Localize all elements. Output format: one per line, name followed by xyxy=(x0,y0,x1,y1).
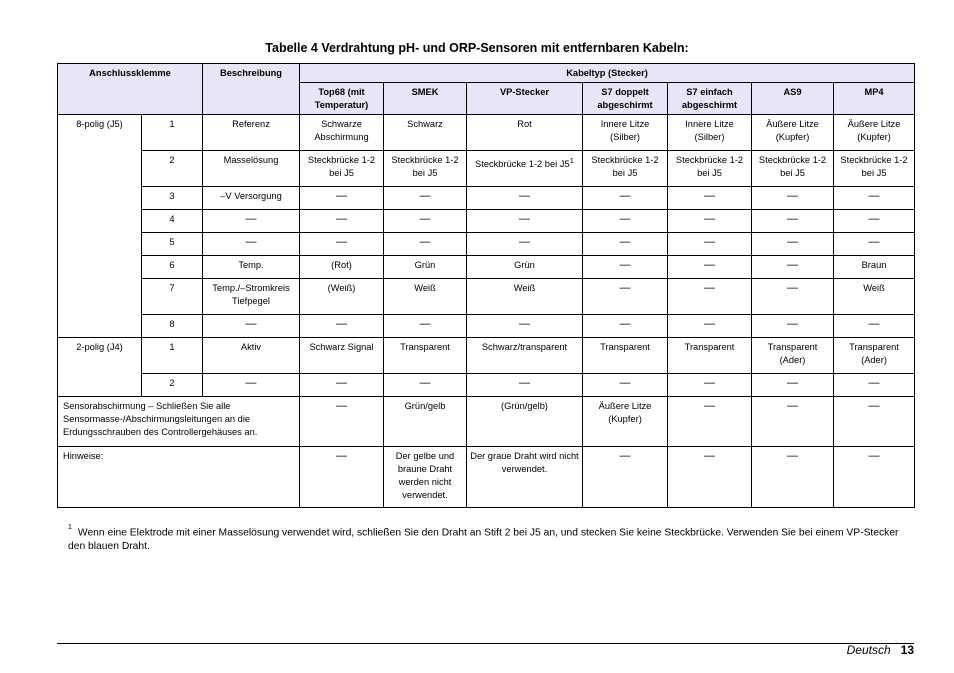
header-cable-smek: SMEK xyxy=(384,83,467,115)
table-cell: — xyxy=(668,187,752,210)
table-cell: Grün/gelb xyxy=(384,397,467,447)
table-cell: — xyxy=(467,187,583,210)
table-cell: Transparent (Ader) xyxy=(834,338,915,374)
desc-cell: Masselösung xyxy=(203,151,300,187)
table-cell: — xyxy=(668,210,752,233)
table-cell: — xyxy=(300,187,384,210)
table-row xyxy=(58,374,915,397)
table-cell: Steckbrücke 1-2 bei J5 xyxy=(384,151,467,187)
table-cell: Grün xyxy=(384,256,467,279)
table-cell: — xyxy=(467,210,583,233)
group-j5: 8-polig (J5) xyxy=(58,115,142,338)
table-cell: Steckbrücke 1-2 bei J5 xyxy=(300,151,384,187)
table-cell: — xyxy=(583,256,668,279)
pin-cell: 2 xyxy=(142,151,203,187)
table-cell: — xyxy=(583,210,668,233)
table-row xyxy=(58,210,915,233)
table-cell: — xyxy=(583,187,668,210)
table-cell: — xyxy=(467,315,583,338)
table-row xyxy=(58,151,915,187)
table-cell: — xyxy=(668,315,752,338)
table-cell: — xyxy=(668,447,752,508)
table-cell: — xyxy=(300,315,384,338)
header-cable-top68: Top68 (mit Temperatur) xyxy=(300,83,384,115)
table-row xyxy=(58,187,915,210)
shield-label: Sensorabschirmung – Schließen Sie alle Sensormasse-/Abschirmungsleitungen an die Erdungsschrauben des Controllergehäuses an. xyxy=(58,397,300,447)
table-cell: Äußere Litze (Kupfer) xyxy=(583,397,668,447)
table-cell: Äußere Litze (Kupfer) xyxy=(834,115,915,151)
desc-cell: — xyxy=(203,374,300,397)
table-row xyxy=(58,115,915,151)
footer-rule xyxy=(57,643,914,644)
desc-cell: — xyxy=(203,210,300,233)
table-cell: — xyxy=(300,447,384,508)
table-cell: — xyxy=(384,210,467,233)
table-title: Tabelle 4 Verdrahtung pH- und ORP-Sensoren mit entfernbaren Kabeln: xyxy=(265,41,689,55)
desc-cell: Temp. xyxy=(203,256,300,279)
pin-cell: 2 xyxy=(142,374,203,397)
table-cell: — xyxy=(583,374,668,397)
table-cell: Innere Litze (Silber) xyxy=(583,115,668,151)
table-cell: — xyxy=(752,210,834,233)
table-row xyxy=(58,233,915,256)
table-cell: — xyxy=(384,187,467,210)
footnote xyxy=(68,523,918,554)
table-cell: — xyxy=(300,233,384,256)
table-cell: Grün xyxy=(467,256,583,279)
footnote-number: 1 xyxy=(68,524,72,531)
table-cell: — xyxy=(752,279,834,315)
table-cell: Transparent xyxy=(668,338,752,374)
table-cell: Schwarze Abschirmung xyxy=(300,115,384,151)
table-cell: — xyxy=(384,233,467,256)
table-cell: Der gelbe und braune Draht werden nicht verwendet. xyxy=(384,447,467,508)
table-cell: Rot xyxy=(467,115,583,151)
table-cell xyxy=(467,151,583,187)
header-cable-s7-single: S7 einfach abgeschirmt xyxy=(668,83,752,115)
header-cable-vp: VP-Stecker xyxy=(467,83,583,115)
notes-label: Hinweise: xyxy=(58,447,300,508)
table-row xyxy=(58,279,915,315)
header-description: Beschreibung xyxy=(203,64,300,115)
desc-cell: Temp./–Stromkreis Tiefpegel xyxy=(203,279,300,315)
table-cell: — xyxy=(752,315,834,338)
table-cell: — xyxy=(834,447,915,508)
pin-cell: 6 xyxy=(142,256,203,279)
table-cell: Steckbrücke 1-2 bei J5 xyxy=(752,151,834,187)
table-cell: — xyxy=(668,279,752,315)
table-row-shield xyxy=(58,397,915,447)
table-cell: (Weiß) xyxy=(300,279,384,315)
footnote-text: Wenn eine Elektrode mit einer Masselösung verwendet wird, schließen Sie den Draht an Stift 2 bei J5 an, und stecken Sie keine Steckbrücke. Verwenden Sie bei einem VP-Stecker den blauen Draht. xyxy=(68,527,899,553)
table-cell: Schwarz/transparent xyxy=(467,338,583,374)
desc-cell: Referenz xyxy=(203,115,300,151)
page-footer xyxy=(847,643,914,657)
desc-cell: –V Versorgung xyxy=(203,187,300,210)
table-cell: — xyxy=(467,233,583,256)
table-cell: Braun xyxy=(834,256,915,279)
table-cell: — xyxy=(834,397,915,447)
table-cell: — xyxy=(752,374,834,397)
pin-cell: 3 xyxy=(142,187,203,210)
pin-cell: 1 xyxy=(142,338,203,374)
table-cell: — xyxy=(668,374,752,397)
header-cable-mp4: MP4 xyxy=(834,83,915,115)
table-cell: — xyxy=(834,374,915,397)
table-cell: — xyxy=(583,279,668,315)
pin-cell: 7 xyxy=(142,279,203,315)
table-cell: Steckbrücke 1-2 bei J5 xyxy=(834,151,915,187)
table-cell: Weiß xyxy=(834,279,915,315)
table-cell: Weiß xyxy=(384,279,467,315)
desc-cell: — xyxy=(203,315,300,338)
table-cell: (Grün/gelb) xyxy=(467,397,583,447)
desc-cell: Aktiv xyxy=(203,338,300,374)
table-cell: (Rot) xyxy=(300,256,384,279)
table-cell: — xyxy=(384,374,467,397)
table-cell: — xyxy=(834,233,915,256)
pin-cell: 4 xyxy=(142,210,203,233)
table-cell: — xyxy=(752,233,834,256)
table-cell: — xyxy=(668,256,752,279)
header-cable-type: Kabeltyp (Stecker) xyxy=(300,64,915,83)
table-cell: Schwarz Signal xyxy=(300,338,384,374)
table-cell: — xyxy=(300,210,384,233)
table-row xyxy=(58,256,915,279)
group-j4: 2-polig (J4) xyxy=(58,338,142,397)
table-cell: Der graue Draht wird nicht verwendet. xyxy=(467,447,583,508)
wiring-table xyxy=(57,63,915,508)
pin-cell: 1 xyxy=(142,115,203,151)
footnote-marker: 1 xyxy=(569,156,574,165)
table-cell: Schwarz xyxy=(384,115,467,151)
table-cell: — xyxy=(467,374,583,397)
table-cell: — xyxy=(752,447,834,508)
table-cell: — xyxy=(668,233,752,256)
table-cell: — xyxy=(583,233,668,256)
table-cell: — xyxy=(834,210,915,233)
table-cell: Transparent (Ader) xyxy=(752,338,834,374)
table-row xyxy=(58,315,915,338)
table-cell: — xyxy=(583,315,668,338)
table-cell: Steckbrücke 1-2 bei J5 xyxy=(583,151,668,187)
table-cell: — xyxy=(300,374,384,397)
table-cell: Steckbrücke 1-2 bei J5 xyxy=(668,151,752,187)
page-number: 13 xyxy=(900,643,914,657)
header-cable-s7-double: S7 doppelt abgeschirmt xyxy=(583,83,668,115)
header-cable-as9: AS9 xyxy=(752,83,834,115)
table-cell: Transparent xyxy=(384,338,467,374)
table-cell: — xyxy=(300,397,384,447)
table-cell: Weiß xyxy=(467,279,583,315)
cell-text: Steckbrücke 1-2 bei J5 xyxy=(475,159,570,170)
table-cell: Innere Litze (Silber) xyxy=(668,115,752,151)
table-cell: — xyxy=(668,397,752,447)
pin-cell: 8 xyxy=(142,315,203,338)
header-terminal: Anschlussklemme xyxy=(58,64,203,115)
table-row-notes xyxy=(58,447,915,508)
table-cell: — xyxy=(834,315,915,338)
table-cell: — xyxy=(752,397,834,447)
table-row xyxy=(58,338,915,374)
table-cell: — xyxy=(752,187,834,210)
footer-language: Deutsch xyxy=(846,643,891,657)
table-cell: Äußere Litze (Kupfer) xyxy=(752,115,834,151)
pin-cell: 5 xyxy=(142,233,203,256)
table-cell: — xyxy=(752,256,834,279)
table-cell: — xyxy=(834,187,915,210)
table-cell: Transparent xyxy=(583,338,668,374)
desc-cell: — xyxy=(203,233,300,256)
table-cell: — xyxy=(384,315,467,338)
table-cell: — xyxy=(583,447,668,508)
